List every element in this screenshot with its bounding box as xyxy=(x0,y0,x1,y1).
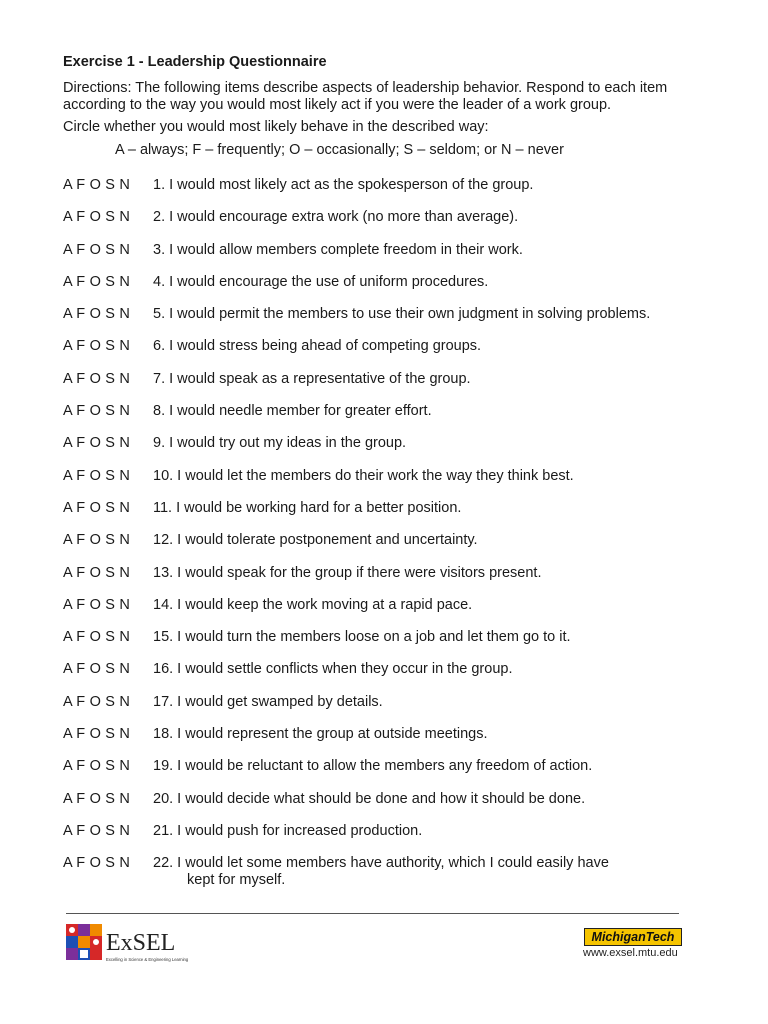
question-text xyxy=(153,726,703,758)
question-row xyxy=(63,726,703,758)
response-legend: A – always; F – frequently; O – occasionally; S – seldom; or N – never xyxy=(115,142,564,158)
question-text xyxy=(153,338,703,370)
answer-choices[interactable]: A F O S N xyxy=(63,532,131,549)
question-row xyxy=(63,823,703,855)
question-statement: 10. I would let the members do their work the way they think best. xyxy=(153,467,574,484)
question-row xyxy=(63,629,703,661)
question-statement: 11. I would be working hard for a better position. xyxy=(153,499,462,516)
question-statement: 20. I would decide what should be done and how it should be done. xyxy=(153,790,586,807)
directions-line-2: according to the way you would most likely act if you were the leader of a work group. xyxy=(63,97,612,113)
question-statement: 17. I would get swamped by details. xyxy=(153,693,383,710)
question-row xyxy=(63,209,703,241)
question-row xyxy=(63,403,703,435)
document-header xyxy=(63,53,703,159)
question-statement: 18. I would represent the group at outside meetings. xyxy=(153,726,488,743)
question-statement: 13. I would speak for the group if there were visitors present. xyxy=(153,564,542,581)
answer-choices[interactable]: A F O S N xyxy=(63,177,131,193)
question-text xyxy=(153,403,703,435)
question-statement: 5. I would permit the members to use their own judgment in solving problems. xyxy=(153,306,651,323)
question-row xyxy=(63,694,703,726)
circle-instruction: Circle whether you would most likely behave in the described way: xyxy=(63,119,489,135)
question-statement: 4. I would encourage the use of uniform procedures. xyxy=(153,273,489,290)
question-statement: 14. I would keep the work moving at a rapid pace. xyxy=(153,596,473,613)
question-text xyxy=(153,597,703,629)
question-row xyxy=(63,338,703,370)
answer-choices[interactable]: A F O S N xyxy=(63,693,131,710)
question-statement: 12. I would tolerate postponement and uncertainty. xyxy=(153,532,478,549)
answer-choices[interactable]: A F O S N xyxy=(63,370,131,387)
question-text xyxy=(153,500,703,532)
question-row xyxy=(63,565,703,597)
answer-choices[interactable]: A F O S N xyxy=(63,435,131,452)
question-row xyxy=(63,274,703,306)
question-row xyxy=(63,500,703,532)
exsel-logo xyxy=(66,923,198,965)
question-text xyxy=(153,242,703,274)
question-text xyxy=(153,177,703,209)
question-text xyxy=(153,371,703,403)
question-text xyxy=(153,306,703,338)
question-row xyxy=(63,435,703,467)
question-statement: 19. I would be reluctant to allow the members any freedom of action. xyxy=(153,758,593,775)
directions-line-1: Directions: The following items describe aspects of leadership behavior. Respond to each item xyxy=(63,80,668,96)
question-row xyxy=(63,306,703,338)
question-text xyxy=(153,532,703,564)
answer-choices[interactable]: A F O S N xyxy=(63,726,131,743)
question-row xyxy=(63,177,703,209)
question-row xyxy=(63,855,703,889)
answer-choices[interactable]: A F O S N xyxy=(63,403,131,420)
answer-choices[interactable]: A F O S N xyxy=(63,564,131,581)
question-row xyxy=(63,468,703,500)
question-statement: 15. I would turn the members loose on a job and let them go to it. xyxy=(153,629,571,646)
question-statement: 1. I would most likely act as the spokesperson of the group. xyxy=(153,177,534,193)
question-text xyxy=(153,209,703,241)
question-row xyxy=(63,532,703,564)
question-statement: 9. I would try out my ideas in the group. xyxy=(153,435,407,452)
question-text xyxy=(153,823,703,855)
footer-url[interactable]: www.exsel.mtu.edu xyxy=(583,947,678,959)
answer-choices[interactable]: A F O S N xyxy=(63,596,131,613)
answer-choices[interactable]: A F O S N xyxy=(63,338,131,355)
question-text xyxy=(153,629,703,661)
svg-text:Excelling in Science & Enginee: Excelling in Science & Engineering Learning xyxy=(106,957,189,962)
question-text xyxy=(153,435,703,467)
answer-choices[interactable]: A F O S N xyxy=(63,499,131,516)
question-statement: 21. I would push for increased production. xyxy=(153,822,423,839)
svg-text:ExSEL: ExSEL xyxy=(106,930,176,956)
question-row xyxy=(63,661,703,693)
question-statement: 6. I would stress being ahead of competing groups. xyxy=(153,338,482,355)
question-row xyxy=(63,791,703,823)
question-statement: 16. I would settle conflicts when they occur in the group. xyxy=(153,661,513,678)
question-text xyxy=(153,661,703,693)
questionnaire-items xyxy=(63,177,703,889)
page-title: Exercise 1 - Leadership Questionnaire xyxy=(63,54,327,70)
question-continuation: kept for myself. xyxy=(187,872,286,889)
answer-choices[interactable]: A F O S N xyxy=(63,306,131,323)
answer-choices[interactable]: A F O S N xyxy=(63,209,131,226)
answer-choices[interactable]: A F O S N xyxy=(63,822,131,839)
question-statement: 2. I would encourage extra work (no more than average). xyxy=(153,209,519,226)
question-text xyxy=(153,855,703,889)
question-text xyxy=(153,791,703,823)
question-statement: 22. I would let some members have authority, which I could easily have xyxy=(153,855,609,872)
question-row xyxy=(63,371,703,403)
question-text xyxy=(153,758,703,790)
answer-choices[interactable]: A F O S N xyxy=(63,790,131,807)
footer-divider xyxy=(66,913,679,914)
question-text xyxy=(153,694,703,726)
answer-choices[interactable]: A F O S N xyxy=(63,758,131,775)
directions-text xyxy=(63,80,703,114)
question-text xyxy=(153,468,703,500)
question-statement: 7. I would speak as a representative of the group. xyxy=(153,370,471,387)
answer-choices[interactable]: A F O S N xyxy=(63,273,131,290)
question-text xyxy=(153,565,703,597)
question-row xyxy=(63,242,703,274)
answer-choices[interactable]: A F O S N xyxy=(63,241,131,258)
question-statement: 3. I would allow members complete freedom in their work. xyxy=(153,241,523,258)
answer-choices[interactable]: A F O S N xyxy=(63,467,131,484)
question-text xyxy=(153,274,703,306)
answer-choices[interactable]: A F O S N xyxy=(63,629,131,646)
question-row xyxy=(63,597,703,629)
answer-choices[interactable]: A F O S N xyxy=(63,661,131,678)
answer-choices[interactable]: A F O S N xyxy=(63,855,131,872)
question-row xyxy=(63,758,703,790)
question-statement: 8. I would needle member for greater effort. xyxy=(153,403,432,420)
michigan-tech-logo: MichiganTech xyxy=(584,928,682,946)
